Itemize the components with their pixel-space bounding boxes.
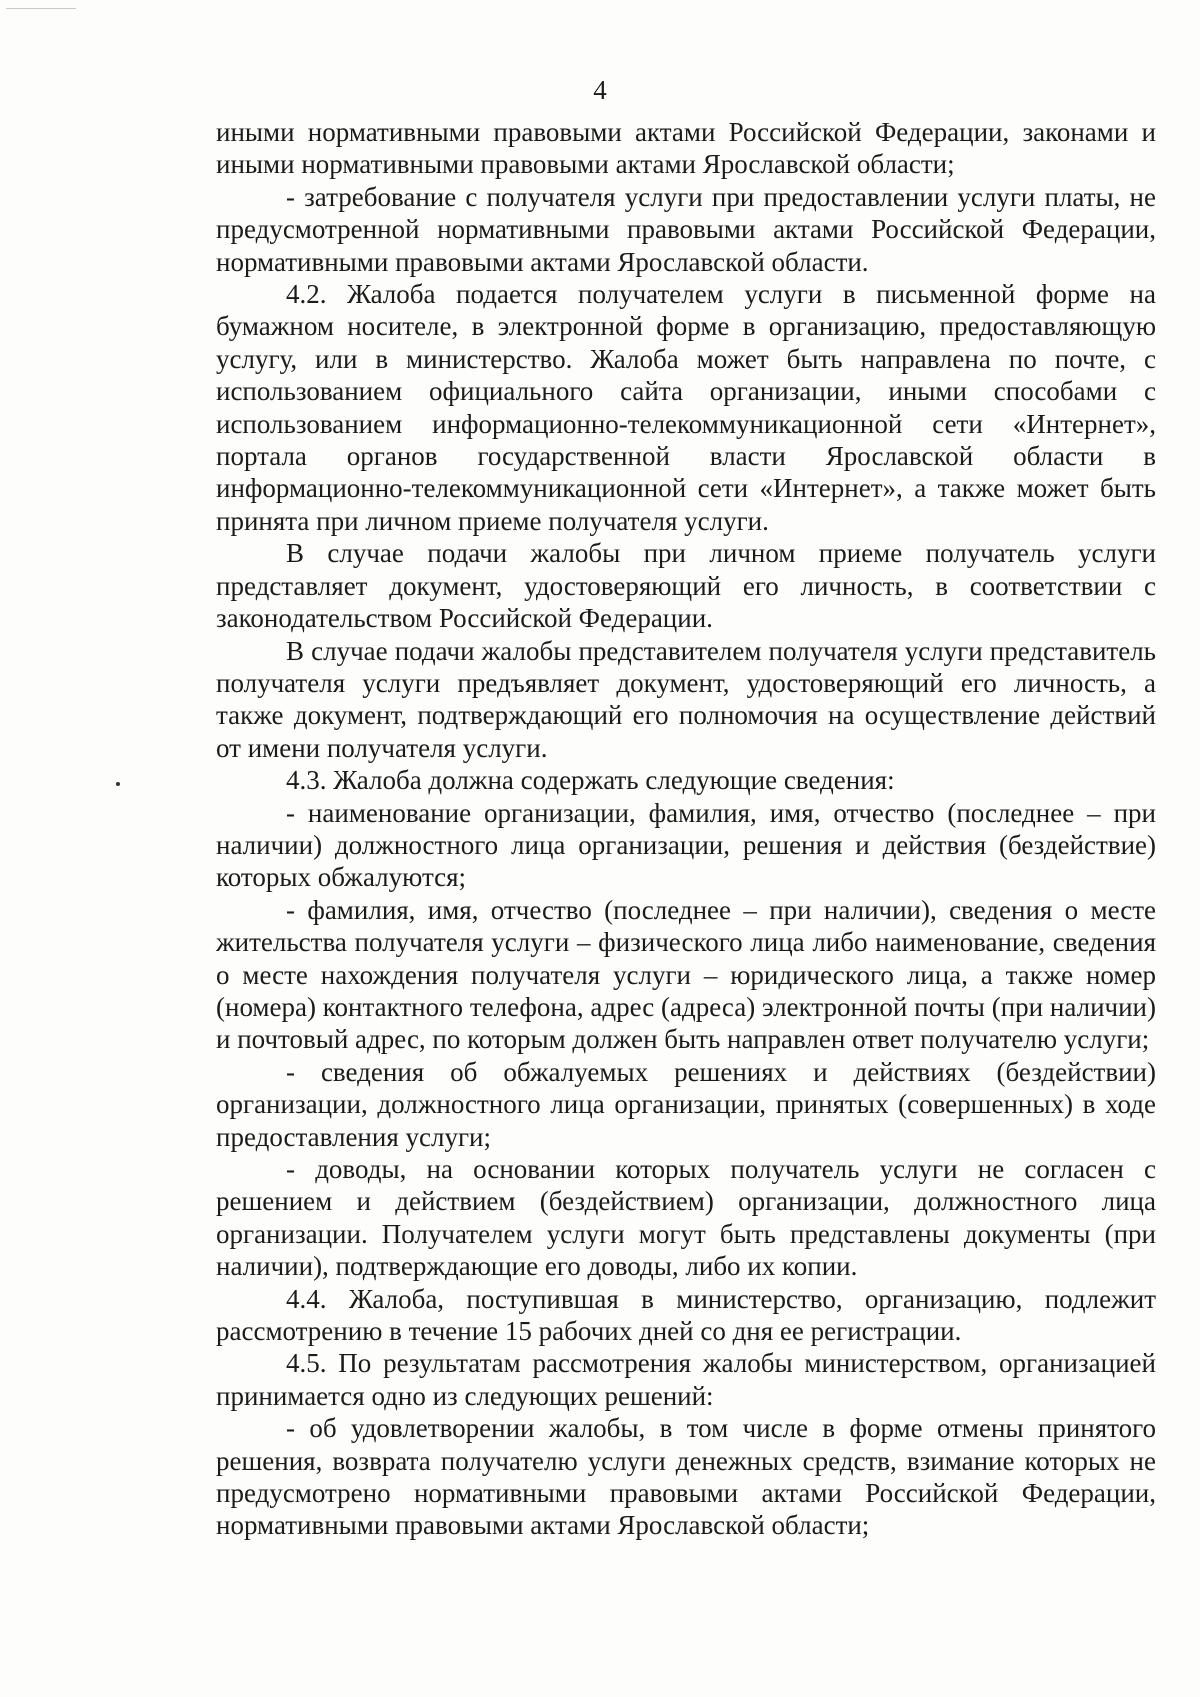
paragraph-personal-reception: В случае подачи жалобы при личном приеме получатель услуги представляет документ, удостоверяющий его личность, в соответствии с законодательством Российской Федерации.: [216, 538, 1156, 634]
paragraph-representative: В случае подачи жалобы представителем получателя услуги представитель получателя услуги предъявляет документ, удостоверяющий его личность, а также документ, подтверждающий его полномочия на осуществление действий от имени получателя услуги.: [216, 635, 1156, 763]
paragraph-fee-demand: - затребование с получателя услуги при предоставлении услуги платы, не предусмотренной нормативными правовыми актами Российской Федерации, нормативными правовыми актами Ярославской области.: [216, 181, 1156, 277]
paragraph-continuation: иными нормативными правовыми актами Российской Федерации, законами и иными нормативными правовыми актами Ярославской области;: [216, 117, 1156, 180]
paragraph-4-5: 4.5. По результатам рассмотрения жалобы министерством, организацией принимается одно из следующих решений:: [216, 1348, 1156, 1411]
paragraph-4-2: 4.2. Жалоба подается получателем услуги в письменной форме на бумажном носителе, в электронной форме в организацию, предоставляющую услугу, или в министерство. Жалоба может быть направлена по почте, с использованием официального сайта организации, иными способами с использованием информационно-телекоммуникационной сети «Интернет», портала органов государственной власти Ярославской области в информационно-телекоммуникационной сети «Интернет», а также может быть принята при личном приеме получателя услуги.: [216, 279, 1156, 536]
list-item-organization-name: - наименование организации, фамилия, имя, отчество (последнее – при наличии) должностного лица организации, решения и действия (бездействие) которых обжалуются;: [216, 797, 1156, 893]
list-item-satisfaction: - об удовлетворении жалобы, в том числе в форме отмены принятого решения, возврата получателю услуги денежных средств, взимание которых не предусмотрено нормативными правовыми актами Российской Федерации, нормативными правовыми актами Ярославской области;: [216, 1413, 1156, 1541]
document-body: [216, 116, 1156, 1542]
scan-edge-mark: [6, 8, 76, 9]
scan-dot-mark: [116, 782, 120, 786]
paragraph-4-3: 4.3. Жалоба должна содержать следующие сведения:: [286, 765, 895, 796]
page-number: 4: [593, 75, 607, 105]
list-item-arguments: - доводы, на основании которых получатель услуги не согласен с решением и действием (бездействием) организации, должностного лица организации. Получателем услуги могут быть представлены документы (при наличии), подтверждающие его доводы, либо их копии.: [216, 1154, 1156, 1282]
list-item-applicant-details: - фамилия, имя, отчество (последнее – при наличии), сведения о месте жительства получателя услуги – физического лица либо наименование, сведения о месте нахождения получателя услуги – юридического лица, а также номер (номера) контактного телефона, адрес (адреса) электронной почты (при наличии) и почтовый адрес, по которым должен быть направлен ответ получателю услуги;: [216, 894, 1156, 1055]
paragraph-4-4: 4.4. Жалоба, поступившая в министерство, организацию, подлежит рассмотрению в течение 15 рабочих дней со дня ее регистрации.: [216, 1283, 1156, 1347]
list-item-appealed-decisions: - сведения об обжалуемых решениях и действиях (бездействии) организации, должностного лица организации, принятых (совершенных) в ходе предоставления услуги;: [216, 1056, 1156, 1152]
